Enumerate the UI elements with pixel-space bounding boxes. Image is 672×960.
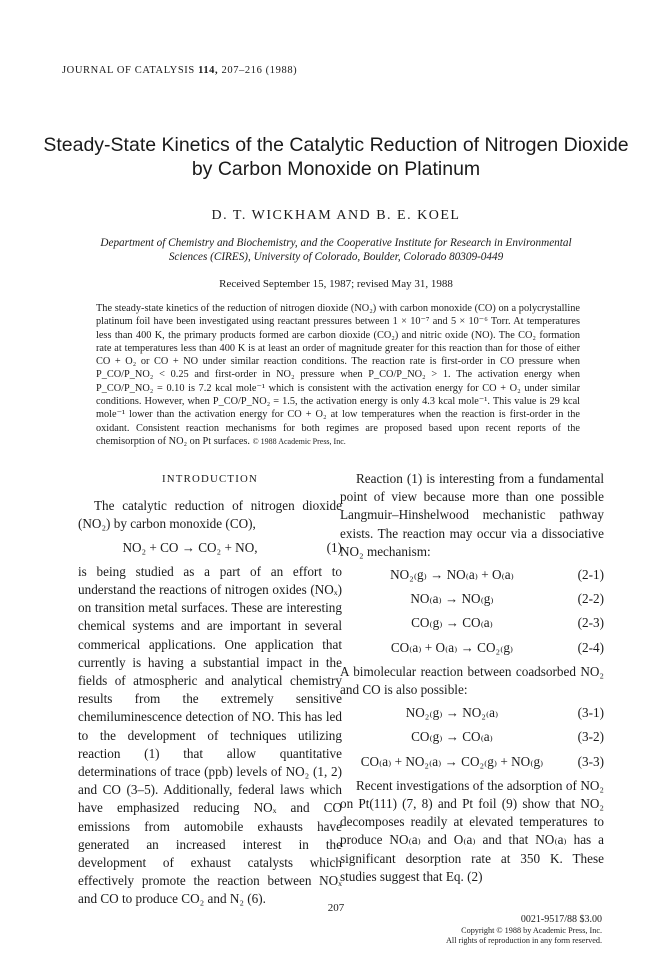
journal-header [62, 65, 297, 76]
right-column [340, 470, 604, 886]
equation-group-3 [340, 704, 604, 771]
equation-expression: CO₍g₎ → CO₍a₎ [411, 615, 493, 631]
title-line-1: Steady-State Kinetics of the Catalytic Reduction of Nitrogen Dioxide [43, 134, 629, 156]
abstract-text: The steady-state kinetics of the reduction of nitrogen dioxide (NO₂) with carbon monoxide (CO) on a polycrystalline platinum foil have been investigated using reactant pressures between 1 × 10⁻⁷ and 5 × 10⁻⁶ Torr. At temperatures less than 400 K, the primary products formed are carbon dioxide (CO₂) and nitric oxide (NO). The CO₂ formation rate at temperatures less than 400 K is at least an order of magnitude greater for this reaction than for those of either CO + O₂ or CO + NO under similar reaction conditions. The reaction rate is first-order in CO pressure when P_CO/P_NO₂ < 0.25 and first-order in NO₂ pressure when P_CO/P_NO₂ > 1. The activation energy when P_CO/P_NO₂ = 0.10 is 7.2 kcal mole⁻¹ which is consistent with the activation energy for CO + O₂ under similar conditions. However, when P_CO/P_NO₂ = 1.5, the activation energy is only 4.3 kcal mole⁻¹. This value is 29 kcal mole⁻¹ lower than the activation energy for CO + O₂ at low temperatures when the reaction is first-order in the oxidant. Consistent reaction mechanisms for both regimes are proposed based upon recent reports of the chemisorption of NO₂ on Pt surfaces. [96, 303, 580, 447]
equation-expression: CO₍a₎ + NO₂₍a₎ → CO₂₍g₎ + NO₍g₎ [360, 753, 544, 769]
equation-number: (2-4) [577, 639, 604, 655]
journal-name: JOURNAL OF CATALYSIS [62, 65, 195, 76]
copyright-line: Copyright © 1988 by Academic Press, Inc. [461, 925, 602, 935]
received-date: Received September 15, 1987; revised May 31, 1988 [219, 278, 453, 290]
abstract [96, 302, 580, 448]
footer-rights [446, 915, 602, 947]
rights-line: All rights of reproduction in any form reserved. [446, 936, 602, 945]
equation-2-1 [340, 566, 604, 584]
right-paragraph-1: Reaction (1) is interesting from a fundamental point of view because more than one possible Langmuir–Hinshelwood mechanistic pathway exists. The reaction may occur via a dissociative NO₂ mechanism: [340, 471, 604, 559]
equation-3-2 [340, 728, 604, 746]
equation-group-2 [340, 566, 604, 657]
affiliation-line-1: Department of Chemistry and Biochemistry, and the Cooperative Institute for Research in Environmental [100, 237, 572, 249]
equation-number: (2-1) [577, 567, 604, 583]
equation-2-3 [340, 614, 604, 632]
title-line-2: by Carbon Monoxide on Platinum [191, 158, 481, 180]
equation-number: (1) [326, 539, 342, 555]
issn-price: 0021-9517/88 $3.00 [520, 914, 602, 925]
equation-expression: NO₂₍g₎ → NO₍a₎ + O₍a₎ [390, 567, 514, 583]
equation-number: (2-2) [577, 591, 604, 607]
equation-2-2 [340, 590, 604, 608]
left-column [78, 470, 342, 909]
intro-paragraph-2: is being studied as a part of an effort to understand the reactions of nitrogen oxides (NOₓ) on transition metal surfaces. These are interesting chemical systems and are important in several commerical applications. One application that currently is having a substantial impact in the fields of atmospheric and analytical chemistry results from the extremely sensitive chemiluminescence detection of NO. This has led to the development of techniques utilizing reaction (1) that allow quantitative determinations of trace (ppb) levels of NO₂ (1, 2) and CO (3–5). Additionally, federal laws which have emphasized reducing NOₓ and CO emissions from automobile exhausts have generated an increased interest in the development of exhaust catalysts which effectively promote the reaction between NOₓ and CO to produce CO₂ and N₂ (6). [78, 563, 342, 907]
equation-expression: CO₍g₎ → CO₍a₎ [411, 729, 493, 745]
equation-3-3 [340, 753, 604, 771]
equation-3-1 [340, 704, 604, 722]
equation-expression: NO₂ + CO → CO₂ + NO, [122, 539, 258, 555]
right-paragraph-2: A bimolecular reaction between coadsorbed NO₂ and CO is also possible: [340, 663, 604, 698]
affiliation [70, 236, 602, 264]
affiliation-line-2: Sciences (CIRES), University of Colorado, Boulder, Colorado 80309-0449 [168, 251, 504, 263]
page-number: 207 [327, 902, 345, 914]
abstract-copyright: © 1988 Academic Press, Inc. [252, 436, 346, 446]
journal-volume: 114, [198, 65, 219, 76]
equation-number: (3-2) [577, 729, 604, 745]
right-paragraph-3: Recent investigations of the adsorption of NO₂ on Pt(111) (7, 8) and Pt foil (9) show that NO₂ decomposes readily at elevated temperatures to produce NO₍a₎ and O₍a₎ and that NO₍a₎ has a significant desorption rate at 350 K. These studies suggest that Eq. (2) [340, 777, 604, 884]
equation-1 [78, 539, 342, 557]
equation-number: (3-1) [577, 705, 604, 721]
authors: D. T. WICKHAM AND B. E. KOEL [211, 208, 461, 223]
section-heading: INTRODUCTION [162, 473, 258, 485]
equation-number: (3-3) [577, 753, 604, 769]
paper-title [40, 133, 632, 181]
equation-expression: CO₍a₎ + O₍a₎ → CO₂₍g₎ [390, 639, 514, 655]
journal-pages: 207–216 (1988) [221, 65, 298, 76]
equation-2-4 [340, 639, 604, 657]
equation-expression: NO₂₍g₎ → NO₂₍a₎ [405, 705, 499, 721]
equation-expression: NO₍a₎ → NO₍g₎ [410, 591, 494, 607]
equation-number: (2-3) [577, 615, 604, 631]
intro-paragraph-1: The catalytic reduction of nitrogen dioxide (NO₂) by carbon monoxide (CO), [78, 498, 342, 532]
